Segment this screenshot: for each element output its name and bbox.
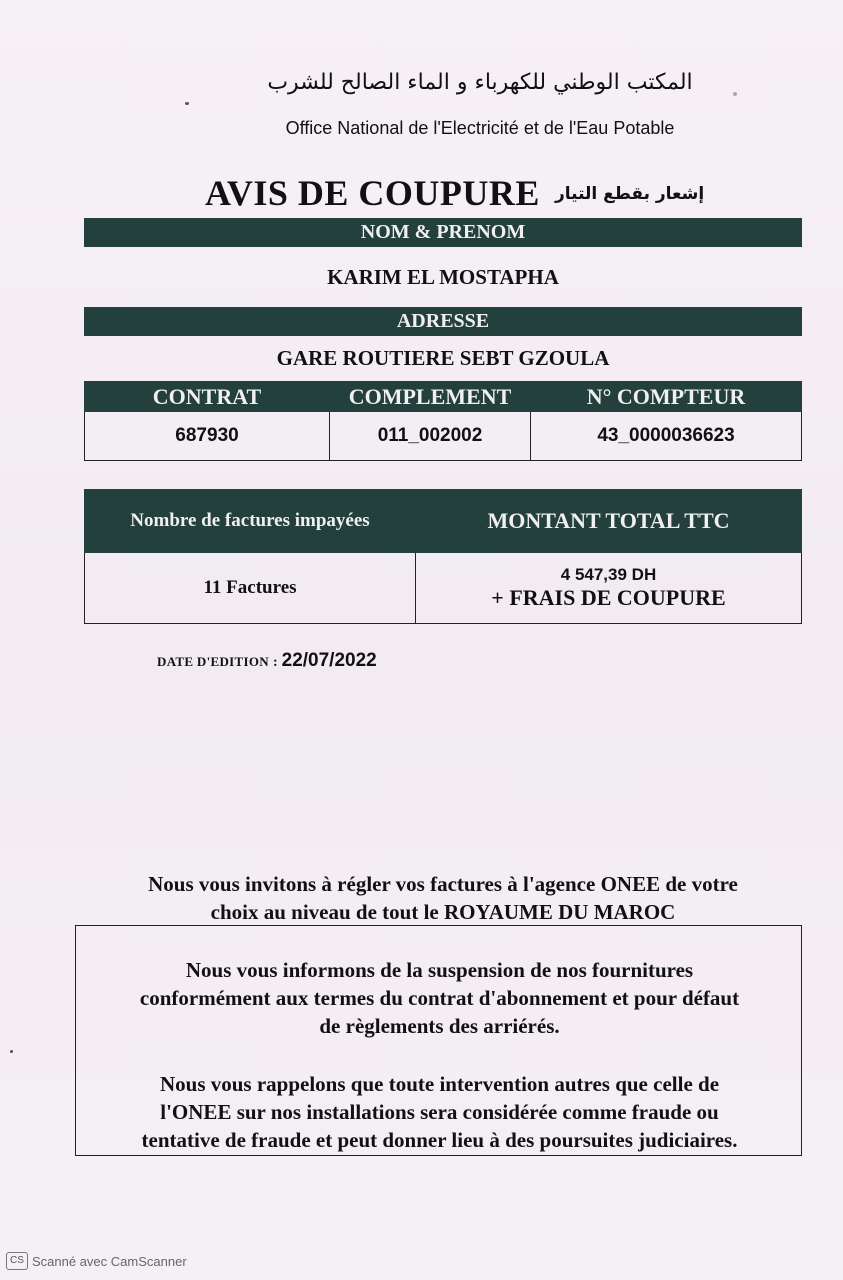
warning-line: Nous vous rappelons que toute intervention autres que celle de — [159, 1072, 720, 1096]
suspension-notice — [84, 956, 795, 1040]
address-header-bar: ADRESSE — [84, 307, 802, 336]
suspension-line: conformément aux termes du contrat d'abonnement et pour défaut — [139, 986, 740, 1010]
contract-number: 687930 — [85, 412, 330, 461]
complement-value: 011_002002 — [330, 412, 531, 461]
name-header-bar: NOM & PRENOM — [84, 218, 802, 247]
unpaid-invoices-header: Nombre de factures impayées — [85, 490, 416, 553]
total-amount: 4 547,39 DH — [560, 565, 657, 584]
notice-title-arabic: إشعار بقطع التيار — [555, 184, 705, 204]
camscanner-watermark — [6, 1252, 187, 1270]
invite-line: choix au niveau de tout le ROYAUME DU MAROC — [210, 900, 676, 924]
camscanner-logo: CS — [6, 1252, 28, 1270]
org-name-arabic: المكتب الوطني للكهرباء و الماء الصالح للشرب — [267, 70, 693, 95]
legal-notice-box — [75, 925, 802, 1156]
scan-speck — [10, 1050, 13, 1053]
total-amount-cell — [416, 553, 802, 624]
fraud-warning — [84, 1070, 795, 1154]
warning-line: tentative de fraude et peut donner lieu à des poursuites judiciaires. — [141, 1128, 738, 1152]
contract-table-header — [85, 382, 802, 412]
complement-header: COMPLEMENT — [330, 382, 531, 412]
scan-speck — [733, 92, 737, 96]
total-amount-header: MONTANT TOTAL TTC — [416, 490, 802, 553]
suspension-line: de règlements des arriérés. — [319, 1014, 560, 1038]
warning-line: l'ONEE sur nos installations sera considérée comme fraude ou — [160, 1100, 719, 1124]
edition-date-separator: : — [272, 655, 278, 670]
edition-date: 22/07/2022 — [281, 650, 377, 671]
payment-invitation — [84, 870, 802, 926]
suspension-line: Nous vous informons de la suspension de nos fournitures — [185, 958, 694, 982]
contract-table-row — [85, 412, 802, 461]
cutoff-fees: + FRAIS DE COUPURE — [491, 585, 726, 610]
contract-table — [84, 381, 802, 461]
meter-number-header: N° COMPTEUR — [531, 382, 802, 412]
customer-address: GARE ROUTIERE SEBT GZOULA — [276, 346, 610, 370]
scan-speck — [185, 102, 189, 105]
unpaid-invoices-count: 11 Factures — [85, 553, 416, 624]
edition-date-label: DATE D'EDITION — [157, 654, 269, 669]
invite-line: Nous vous invitons à régler vos factures à l'agence ONEE de votre — [148, 872, 738, 896]
org-name-french: Office National de l'Electricité et de l'Eau Potable — [285, 118, 675, 138]
meter-number: 43_0000036623 — [531, 412, 802, 461]
notice-title: AVIS DE COUPURE — [205, 173, 540, 213]
contract-header: CONTRAT — [85, 382, 330, 412]
customer-name: KARIM EL MOSTAPHA — [327, 265, 559, 289]
camscanner-text: Scanné avec CamScanner — [32, 1253, 187, 1269]
billing-table-row — [85, 553, 802, 624]
edition-date-line — [157, 650, 377, 672]
billing-table-header — [85, 490, 802, 553]
billing-table — [84, 489, 802, 624]
